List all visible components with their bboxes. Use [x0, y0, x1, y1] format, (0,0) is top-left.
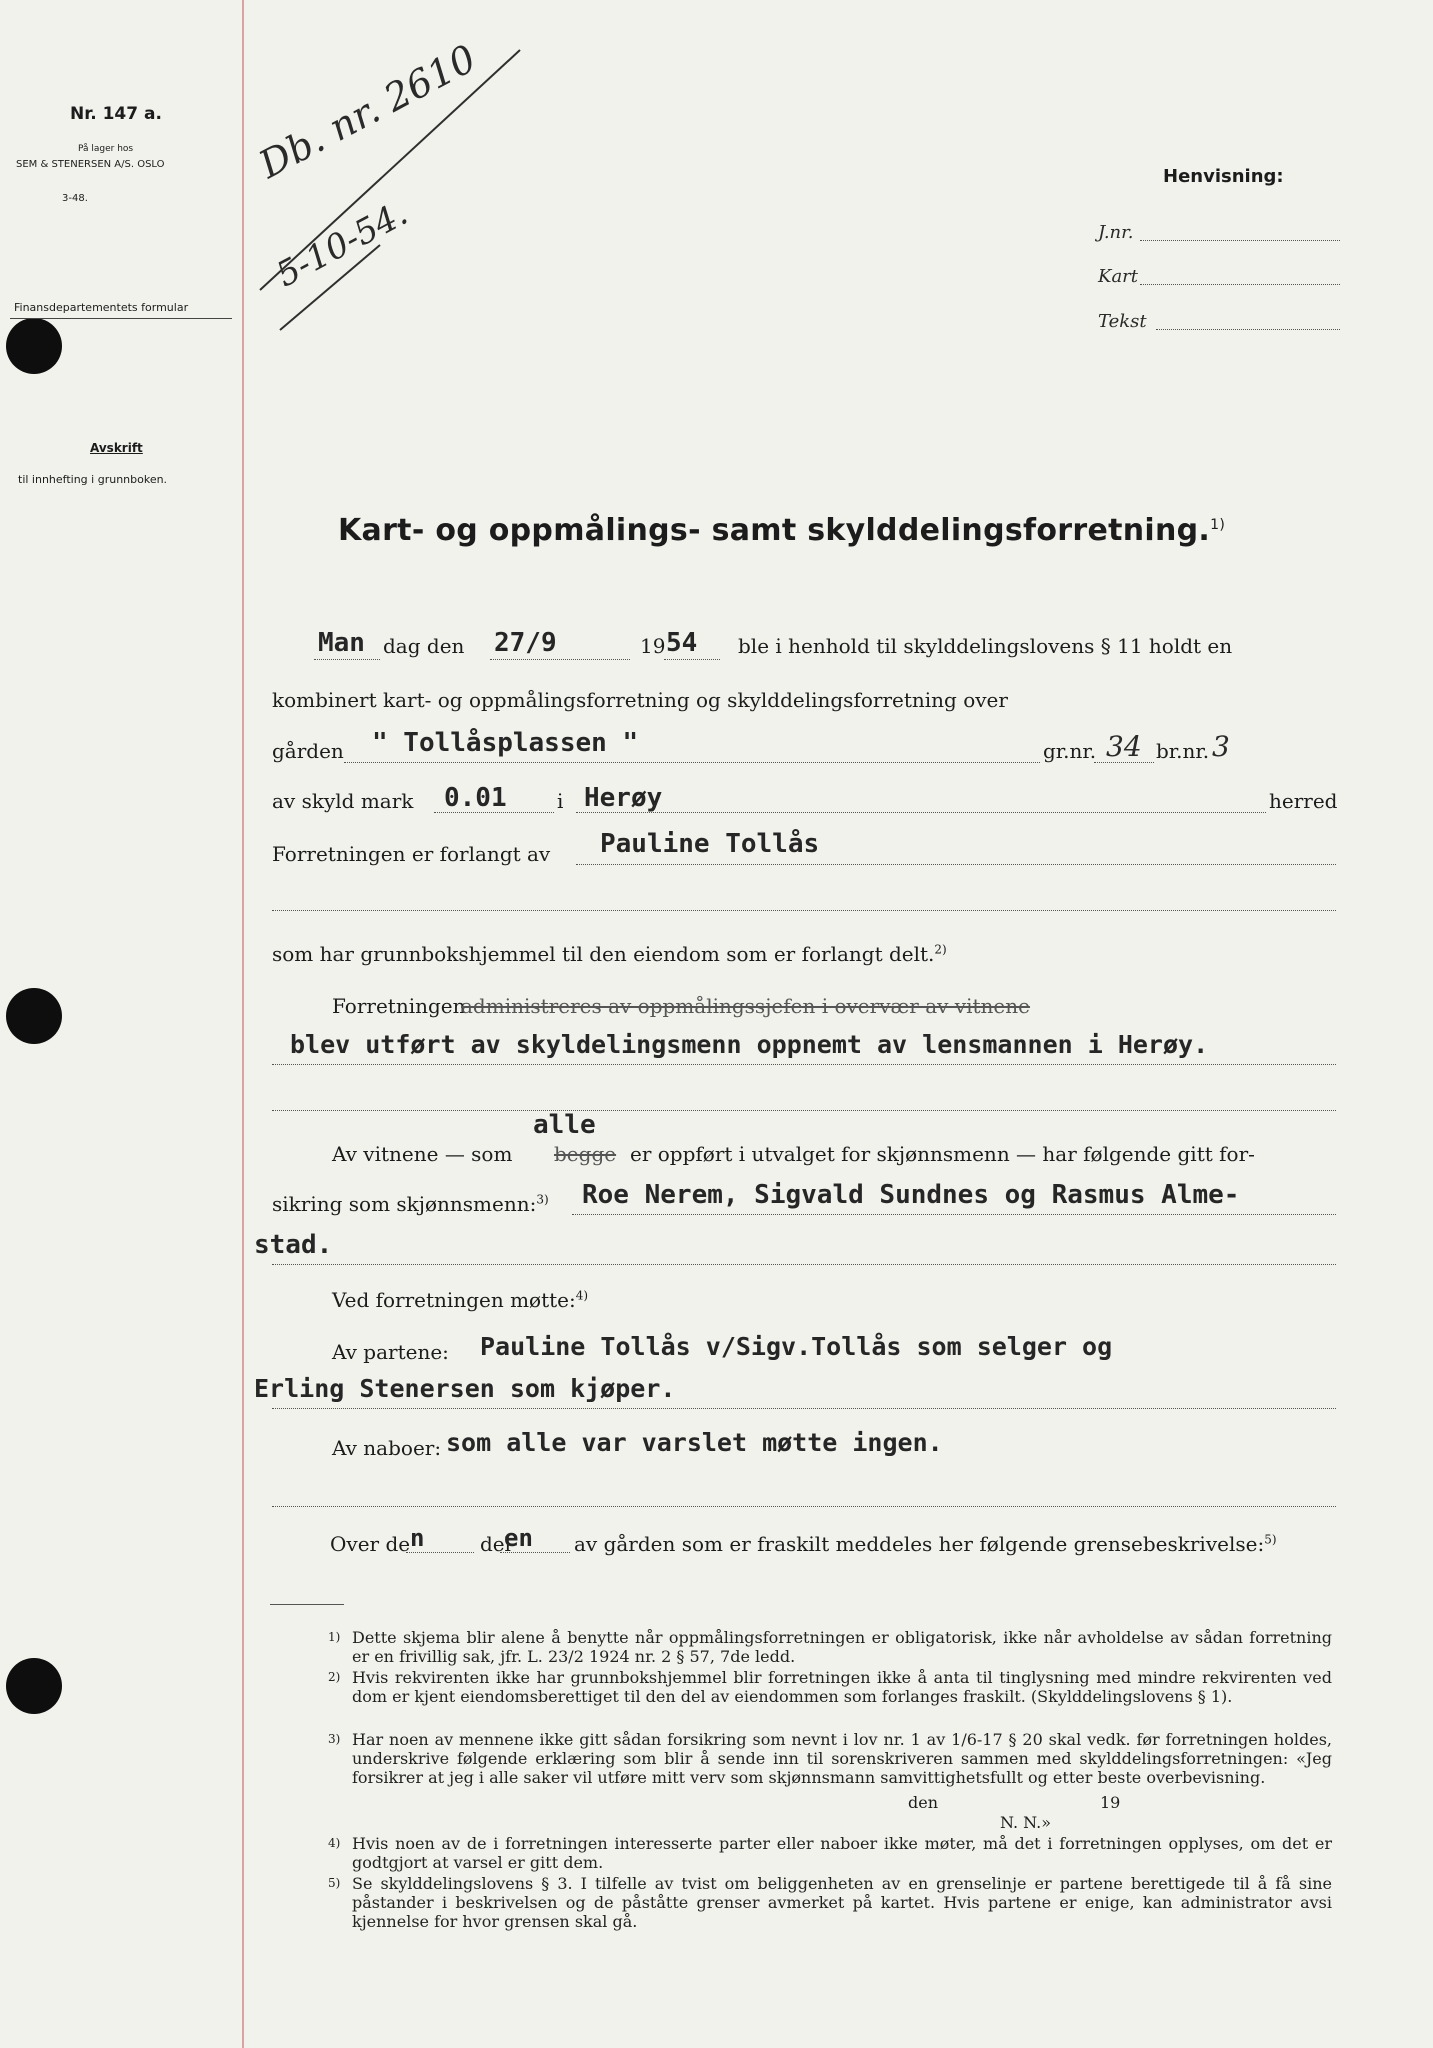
handwritten-number: Db. nr. 2610: [252, 36, 484, 187]
herred-label: herred: [1269, 789, 1338, 813]
row8-line2-value: Roe Nerem, Sigvald Sundnes og Rasmus Alme-: [582, 1180, 1240, 1210]
punch-hole: [6, 1658, 62, 1714]
requested-by-value: Pauline Tollås: [600, 829, 820, 859]
row8-fn: 3): [536, 1192, 549, 1207]
row8-prefix: Av vitnene — som: [332, 1142, 513, 1166]
row8-line: [572, 1214, 1336, 1215]
row8-text: er oppført i utvalget for skjønnsmenn — har følgende gitt for-: [630, 1142, 1255, 1166]
row1-text: ble i henhold til skylddelingslovens § 11 holdt en: [738, 634, 1233, 658]
parties-value2: Erling Stenersen som kjøper.: [254, 1374, 676, 1403]
row12-text: [574, 1532, 1277, 1556]
municipality-line: [576, 812, 1266, 813]
weekday-value: Man: [318, 628, 365, 658]
row7-line: [272, 1064, 1336, 1065]
row12-fn: 5): [1264, 1532, 1277, 1547]
footnote-divider: [270, 1604, 344, 1605]
reference-title: Henvisning:: [1163, 166, 1284, 187]
handwritten-date: 5-10-54.: [270, 193, 415, 296]
row8-line2-label: [272, 1192, 549, 1216]
footnote-2-num: 2): [328, 1670, 341, 1684]
skyld-line: [434, 812, 554, 813]
grnr-label: gr.nr.: [1043, 739, 1097, 763]
kart-label: Kart: [1098, 266, 1139, 287]
parties-label: Av partene:: [332, 1340, 449, 1364]
title-footnote-ref: 1): [1210, 517, 1226, 533]
print-date: 3-48.: [62, 193, 88, 204]
neighbors-line: [272, 1506, 1336, 1507]
row2-text: kombinert kart- og oppmålingsforretning og skylddelingsforretning over: [272, 688, 1008, 712]
copy-label: Avskrift: [90, 441, 143, 455]
blank-line: [272, 910, 1336, 911]
footnote-4-num: 4): [328, 1836, 341, 1850]
date-line: [490, 659, 630, 660]
publisher-line2: SEM & STENERSEN A/S. OSLO: [16, 159, 165, 170]
requested-by-line: [576, 864, 1336, 865]
skyld-label: av skyld mark: [272, 789, 414, 813]
row8-inserted: alle: [533, 1110, 596, 1140]
neighbors-label: Av naboer:: [332, 1436, 442, 1460]
tekst-label: Tekst: [1098, 311, 1147, 332]
row7-struck: administreres av oppmålingssjefen i overvær av vitnene: [461, 994, 1030, 1018]
row12-line2: [500, 1552, 570, 1553]
row9-label: [332, 1288, 588, 1312]
farm-label: gården: [272, 739, 344, 763]
row7-prefix: Forretningen: [332, 994, 466, 1018]
year-line: [664, 659, 720, 660]
ministry-form: Finansdepartementets formular: [14, 301, 189, 314]
row12-n: n: [410, 1524, 425, 1552]
title-text: Kart- og oppmålings- samt skylddelingsforretning.: [338, 513, 1211, 548]
kart-field: [1140, 284, 1340, 285]
row7-line2: [272, 1110, 1336, 1111]
row12-line1: [406, 1552, 474, 1553]
row12-over: Over de: [330, 1532, 411, 1556]
page-title: [338, 513, 1225, 548]
weekday-line: [314, 659, 380, 660]
row8-line3: [272, 1264, 1336, 1265]
grnr-value: 34: [1106, 730, 1142, 763]
footnote-3-text: Har noen av mennene ikke gitt sådan forsikring som nevnt i lov nr. 1 av 1/6-17 § 20 skal vedk. før forretningen holdes, underskrive følgende erklæring som blir å sende inn til sorenskriveren sammen med skylddelingsforretningen: «Jeg forsikrer at jeg i alle saker vil utføre mitt verv som skjønnsmann samvittighetsfullt og etter beste overbevisning.: [352, 1730, 1332, 1787]
margin-line: [242, 0, 244, 2048]
parties-line: [272, 1408, 1336, 1409]
footnote-3-num: 3): [328, 1732, 341, 1746]
row6-text: [272, 942, 947, 966]
publisher-line1: På lager hos: [78, 144, 134, 154]
footnote-3-den: den: [908, 1793, 939, 1812]
footnote-2-text: Hvis rekvirenten ikke har grunnbokshjemmel blir forretningen ikke å anta til tinglysning med mindre rekvirenten ved dom er kjent eiendomsberettiget til den del av eiendommen som forlanges fraskilt. (Skylddelingslovens § 1).: [352, 1668, 1332, 1706]
row12-en: en: [504, 1524, 533, 1552]
date-value: 27/9: [494, 628, 557, 658]
row12-del: del: [480, 1532, 512, 1556]
punch-hole: [6, 318, 62, 374]
footnote-3-year: 19: [1100, 1793, 1121, 1812]
farm-line: [344, 762, 1040, 763]
municipality-value: Herøy: [584, 783, 663, 813]
i-label: i: [557, 789, 564, 813]
brnr-label: br.nr.: [1156, 739, 1210, 763]
skyld-value: 0.01: [444, 783, 507, 813]
row8-line2-label-text: sikring som skjønnsmenn:: [272, 1192, 537, 1216]
year-value: 54: [666, 628, 698, 658]
divider: [10, 318, 232, 319]
year-prefix: 19: [640, 634, 666, 658]
row6-main: som har grunnbokshjemmel til den eiendom som er forlangt delt.: [272, 942, 935, 966]
row9-label-text: Ved forretningen møtte:: [332, 1288, 576, 1312]
parties-value1: Pauline Tollås v/Sigv.Tollås som selger og: [480, 1332, 1113, 1361]
requested-by-label: Forretningen er forlangt av: [272, 842, 551, 866]
row9-fn: 4): [575, 1288, 589, 1303]
footnote-1-text: Dette skjema blir alene å benytte når oppmålingsforretningen er obligatorisk, ikke når avholdelse av sådan forretning er en frivillig sak, jfr. L. 23/2 1924 nr. 2 § 57, 7de ledd.: [352, 1628, 1332, 1666]
punch-hole: [6, 988, 62, 1044]
dag-label: dag den: [383, 634, 465, 658]
footnote-3-signature: N. N.»: [1000, 1813, 1051, 1832]
brnr-value: 3: [1212, 730, 1230, 763]
row8-struck: begge: [554, 1142, 617, 1166]
row8-line3-value: stad.: [254, 1230, 333, 1260]
tekst-field: [1156, 329, 1340, 330]
farm-name-value: " Tollåsplassen ": [372, 728, 639, 758]
footnote-5-text: Se skylddelingslovens § 3. I tilfelle av tvist om beliggenheten av en grenselinje er partene berettigede til å få sine påstander i beskrivelsen og de påståtte grenser avmerket på kartet. Hvis partene er enige, kan administrator avsi kjennelse for hvor grensen skal gå.: [352, 1874, 1332, 1931]
footnote-1-num: 1): [328, 1630, 341, 1644]
jnr-label: J.nr.: [1098, 222, 1134, 243]
grnr-line: [1094, 762, 1154, 763]
neighbors-value: som alle var varslet møtte ingen.: [446, 1428, 943, 1457]
jnr-field: [1140, 240, 1340, 241]
handwritten-strokes: [250, 40, 530, 340]
row7-typed: blev utført av skyldelingsmenn oppnemt av lensmannen i Herøy.: [290, 1030, 1209, 1059]
row6-fn: 2): [934, 942, 947, 957]
footnote-4-text: Hvis noen av de i forretningen interesserte parter eller naboer ikke møter, må det i forretningen opplyses, om det er godtgjort at varsel er gitt dem.: [352, 1834, 1332, 1872]
row12-main: av gården som er fraskilt meddeles her følgende grensebeskrivelse:: [574, 1532, 1265, 1556]
footnote-5-num: 5): [328, 1876, 341, 1890]
form-number: Nr. 147 a.: [70, 104, 162, 124]
copy-purpose: til innhefting i grunnboken.: [18, 473, 168, 486]
